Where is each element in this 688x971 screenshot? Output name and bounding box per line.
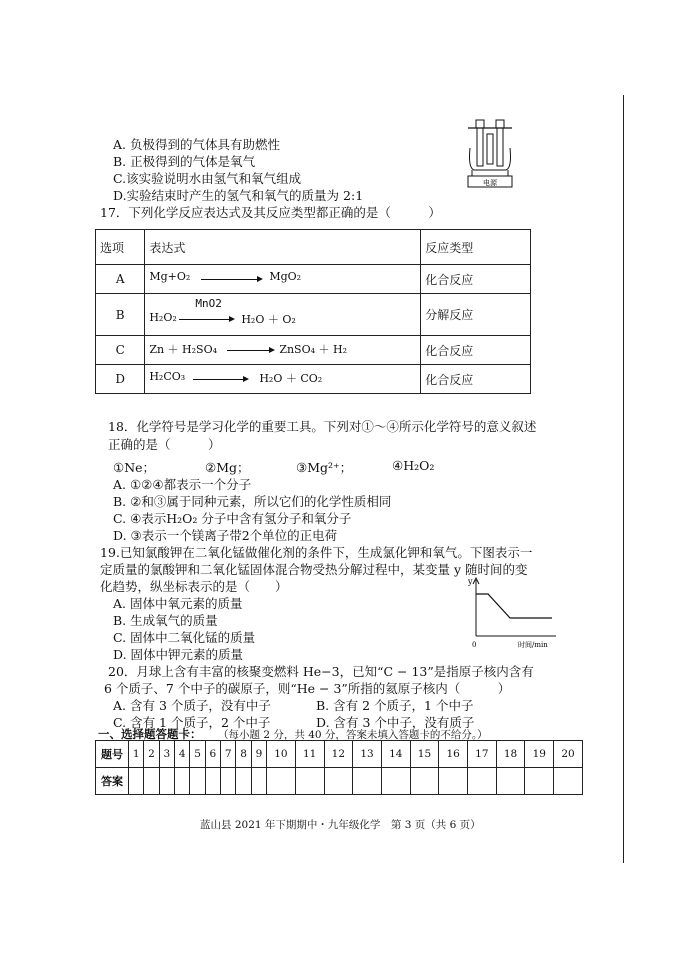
row-opt: D <box>96 365 145 394</box>
question-number-cell: 6 <box>205 741 220 768</box>
question-number-cell: 7 <box>221 741 236 768</box>
question-number-cell: 17 <box>468 741 497 768</box>
graph-y-label: y <box>468 577 473 586</box>
answer-cell[interactable] <box>205 768 220 795</box>
row-expr <box>145 336 421 365</box>
header-expression: 表达式 <box>145 230 421 265</box>
question-number-cell: 13 <box>353 741 382 768</box>
answer-cell[interactable] <box>236 768 251 795</box>
question-number-cell: 1 <box>129 741 144 768</box>
expr-right: H₂O ＋ O₂ <box>241 313 296 326</box>
expr-catalyst: MnO2 <box>195 297 222 310</box>
q18-symbol-4: ④H₂O₂ <box>392 458 435 473</box>
answer-cell[interactable] <box>554 768 583 795</box>
q20-stem-line1: 20．月球上含有丰富的核聚变燃料 He−3，已知“C − 13”是指原子核内含有 <box>108 664 534 679</box>
arrow-icon <box>179 319 231 320</box>
q16-option-d: D.实验结束时产生的氢气和氧气的质量为 2:1 <box>113 188 364 203</box>
question-number-cell: 15 <box>410 741 439 768</box>
row-expr <box>145 365 421 394</box>
answer-cell[interactable] <box>410 768 439 795</box>
q20-option-b: B. 含有 2 个质子，1 个中子 <box>316 698 474 713</box>
q19-stem-line3: 化趋势，纵坐标表示的是（ ） <box>100 579 288 594</box>
table-row <box>96 294 531 336</box>
answer-cell[interactable] <box>295 768 324 795</box>
question-number-cell: 11 <box>295 741 324 768</box>
q18-symbol-3: ③Mg²⁺； <box>296 460 353 475</box>
row-opt: A <box>96 265 145 294</box>
row-expr <box>145 294 421 336</box>
question-number-cell: 12 <box>324 741 353 768</box>
question-number-cell: 10 <box>267 741 296 768</box>
answer-cell[interactable] <box>381 768 410 795</box>
question-number-cell: 19 <box>525 741 554 768</box>
answer-row-label: 答案 <box>96 768 129 795</box>
answer-cell[interactable] <box>175 768 190 795</box>
question-number-cell: 18 <box>496 741 525 768</box>
answer-card-note: （每小题 2 分，共 40 分，答案未填入答题卡的不给分。） <box>218 729 488 741</box>
row-type: 分解反应 <box>421 294 531 336</box>
row-opt: C <box>96 336 145 365</box>
q16-option-b: B. 正极得到的气体是氧气 <box>113 154 256 169</box>
answer-cell[interactable] <box>159 768 174 795</box>
question-number-cell: 4 <box>175 741 190 768</box>
question-number-cell: 3 <box>159 741 174 768</box>
question-number-cell: 20 <box>554 741 583 768</box>
answer-cell[interactable] <box>144 768 159 795</box>
q19-option-a: A. 固体中氧元素的质量 <box>113 596 243 611</box>
q17-table <box>95 229 531 394</box>
q20-option-c: C. 含有 1 个质子，2 个中子 <box>113 715 271 730</box>
q18-option-d: D. ③表示一个镁离子带2个单位的正电荷 <box>113 528 338 543</box>
expr-right: H₂O ＋ CO₂ <box>259 371 323 385</box>
answer-cell[interactable] <box>251 768 266 795</box>
answer-cell[interactable] <box>353 768 382 795</box>
header-type: 反应类型 <box>421 230 531 265</box>
answer-card-title: 一、选择题答题卡： <box>98 727 202 741</box>
table-row <box>96 336 531 365</box>
q18-option-c: C. ④表示H₂O₂ 分子中含有氢分子和氧分子 <box>113 511 352 526</box>
table-row <box>96 265 531 294</box>
q18-option-a: A. ①②④都表示一个分子 <box>113 477 252 492</box>
row-type: 化合反应 <box>421 265 531 294</box>
q19-graph <box>460 574 560 650</box>
answer-cell[interactable] <box>439 768 468 795</box>
expr-left: Zn ＋ H₂SO₄ <box>149 342 218 356</box>
q20-option-d: D. 含有 3 个中子，没有质子 <box>316 715 475 730</box>
q19-option-c: C. 固体中二氧化锰的质量 <box>113 630 256 645</box>
arrow-icon <box>201 279 259 280</box>
q18-stem-line1: 18．化学符号是学习化学的重要工具。下列对①～④所示化学符号的意义叙述 <box>108 419 537 434</box>
q19-option-b: B. 生成氧气的质量 <box>113 613 218 628</box>
question-number-cell: 5 <box>190 741 205 768</box>
number-row <box>96 741 583 768</box>
q17-stem: 17．下列化学反应表达式及其反应类型都正确的是（ ） <box>100 205 441 220</box>
q16-option-a: A. 负极得到的气体具有助燃性 <box>113 137 280 152</box>
question-number-cell: 9 <box>251 741 266 768</box>
q18-option-b: B. ②和③属于同种元素，所以它们的化学性质相同 <box>113 494 392 509</box>
answer-cell[interactable] <box>190 768 205 795</box>
arrow-icon <box>193 379 245 380</box>
header-option: 选项 <box>96 230 145 265</box>
graph-origin: 0 <box>472 641 477 649</box>
q19-stem-line1: 19.已知氯酸钾在二氧化锰做催化剂的条件下，生成氯化钾和氧气。下图表示一 <box>100 545 533 560</box>
table-row <box>96 365 531 394</box>
answer-cell[interactable] <box>496 768 525 795</box>
row-opt: B <box>96 294 145 336</box>
row-type: 化合反应 <box>421 365 531 394</box>
answer-cell[interactable] <box>525 768 554 795</box>
q16-option-c: C.该实验说明水由氢气和氧气组成 <box>113 171 302 186</box>
q19-option-d: D. 固体中钾元素的质量 <box>113 647 244 662</box>
electrolysis-apparatus <box>462 118 520 190</box>
answer-cell[interactable] <box>324 768 353 795</box>
page-edge-line <box>623 95 624 863</box>
arrow-icon <box>227 350 271 351</box>
graph-curve <box>476 594 552 618</box>
answer-row <box>96 768 583 795</box>
power-label: 电源 <box>483 179 497 187</box>
question-number-cell: 8 <box>236 741 251 768</box>
q18-stem-line2: 正确的是（ ） <box>108 437 221 452</box>
number-row-label: 题号 <box>96 741 129 768</box>
q20-option-a: A. 含有 3 个质子，没有中子 <box>113 698 271 713</box>
answer-cell[interactable] <box>468 768 497 795</box>
page-footer: 蓝山县 2021 年下期期中・九年级化学 第 3 页（共 6 页） <box>200 819 481 831</box>
row-expr <box>145 265 421 294</box>
question-number-cell: 14 <box>381 741 410 768</box>
answer-cell[interactable] <box>129 768 144 795</box>
expr-right: ZnSO₄ ＋ H₂ <box>279 342 348 356</box>
row-type: 化合反应 <box>421 336 531 365</box>
q18-symbol-2: ②Mg； <box>205 460 250 475</box>
answer-cell[interactable] <box>221 768 236 795</box>
graph-x-label: 时间/min <box>518 641 548 649</box>
expr-left: Mg+O₂ <box>149 269 191 283</box>
question-number-cell: 16 <box>439 741 468 768</box>
expr-right: MgO₂ <box>269 269 302 283</box>
answer-card-table <box>95 740 583 795</box>
q19-stem-line2: 定质量的氯酸钾和二氧化锰固体混合物受热分解过程中，某变量 y 随时间的变 <box>100 562 528 577</box>
expr-left: H₂CO₃ <box>149 369 186 383</box>
q20-stem-line2: 6 个质子、7 个中子的碳原子，则“He − 3”所指的氦原子核内（ ） <box>104 681 511 696</box>
answer-cell[interactable] <box>267 768 296 795</box>
expr-left: H₂O₂ <box>149 311 177 324</box>
question-number-cell: 2 <box>144 741 159 768</box>
q18-symbol-1: ①Ne； <box>113 460 156 475</box>
